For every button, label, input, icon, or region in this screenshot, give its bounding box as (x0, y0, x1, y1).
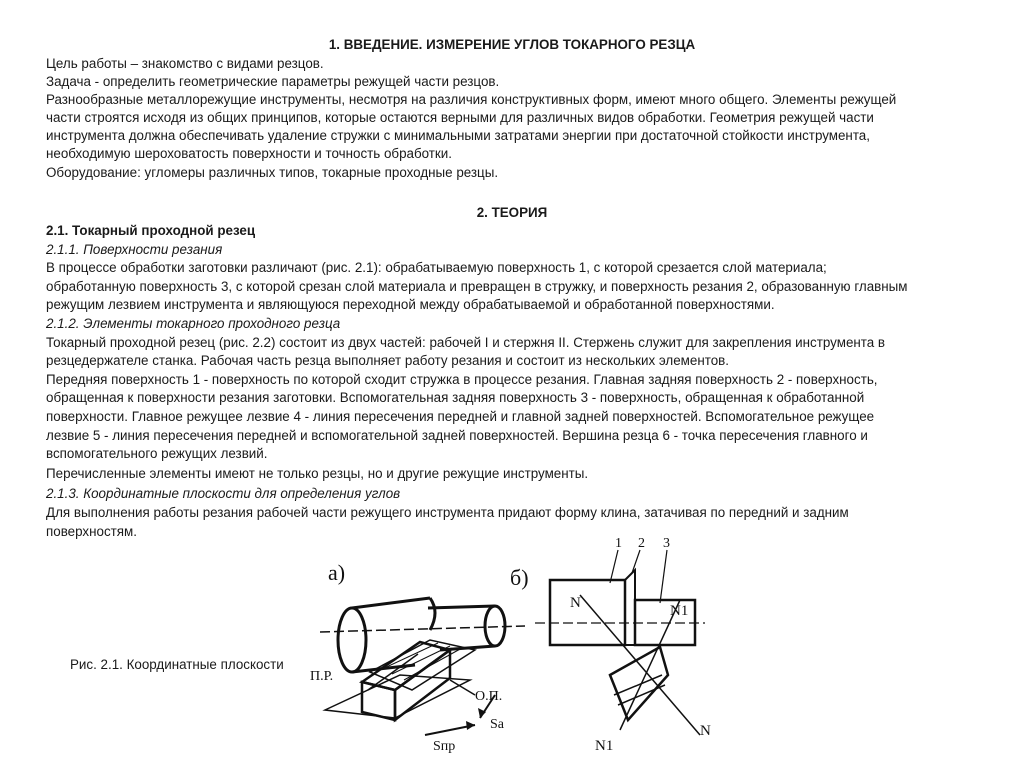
subsection-2-1-title: 2.1. Токарный проходной резец (46, 223, 256, 238)
paragraph-line: вспомогательного режущих лезвий. (46, 446, 268, 461)
intro-paragraph-line: необходимую шероховатость поверхности и точность обработки. (46, 146, 452, 161)
paragraph-line: Передняя поверхность 1 - поверхность по которой сходит стружка в процессе резания. Главная задняя поверхность 2 - поверхность, (46, 372, 878, 387)
paragraph-line: В процессе обработки заготовки различают (рис. 2.1): обрабатываемую поверхность 1, с которой срезается слой материала; (46, 260, 827, 275)
paragraph-line: Перечисленные элементы имеют не только резцы, но и другие режущие инструменты. (46, 466, 589, 481)
paragraph-line: резцедержателе станка. Рабочая часть резца выполняет работу резания и состоит из нескольких элементов. (46, 353, 729, 368)
workpiece-end-ellipse (338, 608, 366, 672)
paragraph-line: Для выполнения работы резания рабочей части режущего инструмента придают форму клина, затачивая по передний и задним (46, 505, 849, 520)
intro-paragraph-line: Разнообразные металлорежущие инструменты, несмотря на различия конструктивных форм, имеют много общего. Элементы режущей (46, 92, 897, 107)
surface-2-label: 2 (638, 536, 645, 551)
figure-caption: Рис. 2.1. Координатные плоскости (70, 657, 284, 672)
figure-b-top-view-diagram (510, 525, 725, 765)
feed-spr-label: Sпр (433, 739, 456, 754)
paragraph-line: обращенная к поверхности резания заготовки. Вспомогательная задняя поверхность 3 - поверхность, обращенная к обработанной (46, 390, 865, 405)
plane-n1-bottom-label: N1 (595, 738, 614, 754)
subsection-2-1-3-title: 2.1.3. Координатные плоскости для определения углов (46, 486, 401, 501)
plane-n1-label: N1 (670, 603, 689, 619)
figure-a-label: а) (328, 560, 346, 585)
equipment-line: Оборудование: угломеры различных типов, токарные проходные резцы. (46, 165, 499, 180)
plane-n-label: N (570, 595, 581, 611)
section-2-heading: 2. ТЕОРИЯ (476, 205, 548, 220)
cutting-tool-top-view (610, 647, 668, 720)
surface-1-label: 1 (615, 536, 622, 551)
plane-n-bottom-label: N (700, 723, 711, 739)
paragraph-line: режущим лезвием инструмента и являющуюся переходной между обрабатываемой и обработанной поверхностями. (46, 297, 775, 312)
figure-a-turning-diagram (300, 550, 540, 765)
task-line: Задача - определить геометрические параметры режущей части резцов. (46, 74, 500, 89)
paragraph-line: Токарный проходной резец (рис. 2.2) состоит из двух частей: рабочей I и стержня II. Стержень служит для закрепления инструмента в (46, 335, 886, 350)
pr-plane-label: П.Р. (310, 669, 334, 684)
intro-paragraph-line: части строятся исходя из общих принципов, которые остаются верными для различных видов обработки. Геометрия режущей части (46, 110, 874, 125)
op-plane-label: О.П. (475, 689, 503, 704)
intro-paragraph-line: инструмента должна обеспечивать удаление стружки с минимальными затратами энергии при достаточной стойкости инструмента, (46, 128, 870, 143)
paragraph-line: поверхности. Главное режущее лезвие 4 - линия пересечения передней и главной задней поверхностей. Вспомогательное режущее (46, 409, 875, 424)
paragraph-line: обработанную поверхность 3, с которой срезан слой материала и превращен в стружку, и поверхность резания 2, образованную главным (46, 279, 908, 294)
feed-sa-label: Sa (490, 717, 504, 732)
subsection-2-1-2-title: 2.1.2. Элементы токарного проходного резца (46, 316, 341, 331)
figure-b-label: б) (510, 565, 529, 590)
paragraph-line: лезвие 5 - линия пересечения передней и вспомогательной задней поверхностей. Вершина резца 6 - точка пересечения главного и (46, 428, 868, 443)
section-1-heading: 1. ВВЕДЕНИЕ. ИЗМЕРЕНИЕ УГЛОВ ТОКАРНОГО РЕЗЦА (328, 37, 696, 52)
surface-3-label: 3 (663, 536, 670, 551)
paragraph-line: поверхностям. (46, 524, 137, 539)
subsection-2-1-1-title: 2.1.1. Поверхности резания (46, 242, 223, 257)
base-plane (325, 675, 470, 718)
goal-line: Цель работы – знакомство с видами резцов. (46, 56, 324, 71)
